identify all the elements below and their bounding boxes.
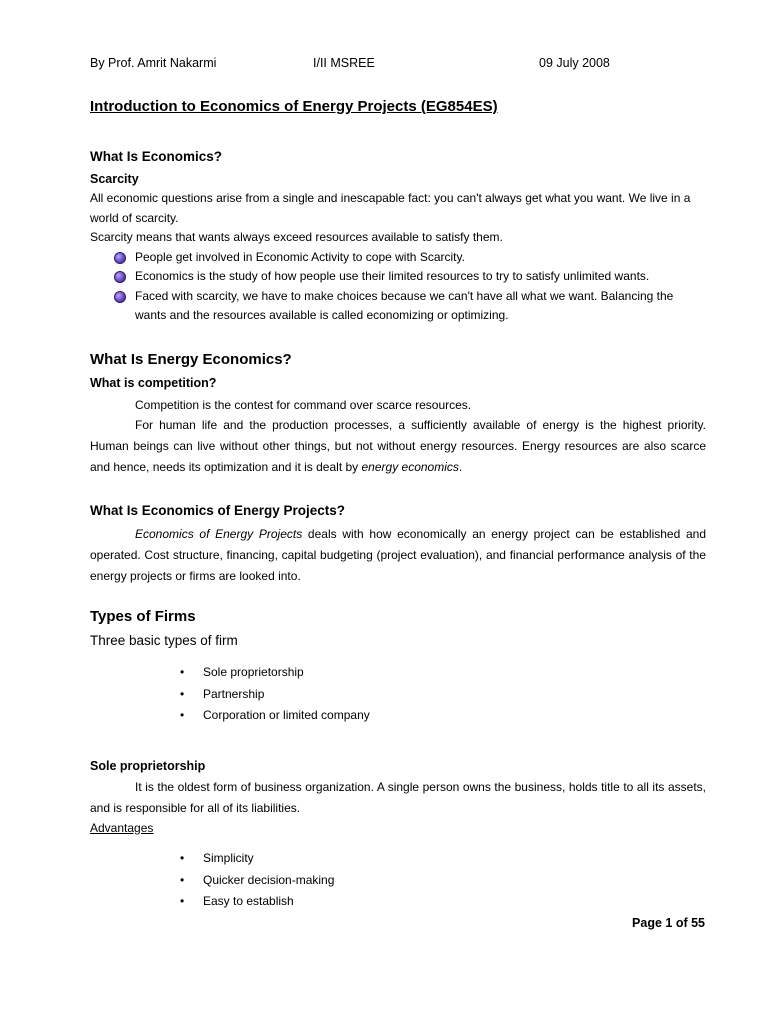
document-title: Introduction to Economics of Energy Projects (EG854ES) — [90, 98, 498, 115]
sole-proprietorship-paragraph: It is the oldest form of business organization. A single person owns the business, holds title to all its assets, and is responsible for all of its liabilities. — [90, 779, 706, 815]
header-date: 09 July 2008 — [539, 56, 610, 70]
heading-energy-projects: What Is Economics of Energy Projects? — [90, 503, 346, 518]
circle-bullet-icon — [114, 271, 126, 283]
bullet-dot-icon: • — [180, 872, 185, 887]
italic-term: energy economics — [361, 460, 459, 474]
bullet-dot-icon: • — [180, 708, 185, 722]
firms-bullet-list — [90, 662, 706, 727]
circle-bullet-icon — [114, 291, 126, 303]
heading-sole-proprietorship: Sole proprietorship — [90, 758, 206, 773]
bullet-dot-icon: • — [180, 665, 185, 679]
list-item — [114, 248, 706, 268]
document-body — [90, 148, 706, 913]
list-item — [180, 848, 706, 870]
bullet-dot-icon: • — [180, 894, 185, 908]
competition-paragraph-2 — [90, 415, 706, 478]
list-item-text: Easy to establish — [203, 894, 294, 908]
firms-intro: Three basic types of firm — [90, 633, 238, 648]
list-item — [180, 662, 706, 684]
scarcity-paragraph-1: All economic questions arise from a single and inescapable fact: you can't always get what you want. We live in a world of scarcity. — [90, 191, 691, 225]
list-item-text: Faced with scarcity, we have to make choices because we can't have all what we want. Balancing the wants and the resources available is called economizing or optimizing. — [135, 288, 674, 322]
heading-types-of-firms: Types of Firms — [90, 608, 196, 625]
list-item — [180, 891, 706, 913]
list-item — [114, 267, 706, 287]
list-item — [114, 287, 706, 326]
subheading-scarcity: Scarcity — [90, 172, 139, 186]
list-item-text: Simplicity — [203, 851, 254, 865]
bullet-dot-icon: • — [180, 686, 185, 701]
list-item-text: Corporation or limited company — [203, 708, 370, 722]
advantages-bullet-list — [90, 848, 706, 913]
page-header — [90, 56, 710, 72]
list-item — [180, 705, 706, 727]
list-item — [180, 870, 706, 892]
paragraph-text: For human life and the production processes, a sufficiently available of energy is the highest priority. Human beings can live without other things, but not without energy resources. Energy resources are also scarce and hence, needs its optimization and it is dealt by — [90, 418, 706, 474]
paragraph-text: deals with how economically an energy project can be established and operated. Cost structure, financing, capital budgeting (project evaluation), and financial performance analysis of the energy projects or firms are looked into. — [90, 527, 706, 583]
list-item — [180, 684, 706, 706]
italic-term: Economics of Energy Projects — [135, 527, 303, 541]
paragraph-end: . — [458, 460, 463, 474]
circle-bullet-icon — [114, 252, 126, 264]
list-item-text: Quicker decision-making — [203, 872, 335, 887]
list-item-text: People get involved in Economic Activity to cope with Scarcity. — [135, 249, 465, 264]
scarcity-bullet-list — [90, 248, 706, 326]
page-number: Page 1 of 55 — [632, 916, 705, 930]
competition-paragraph-1: Competition is the contest for command over scarce resources. — [135, 397, 472, 412]
list-item-text: Partnership — [203, 686, 265, 701]
energy-projects-paragraph — [90, 524, 706, 587]
header-author: By Prof. Amrit Nakarmi — [90, 56, 217, 70]
heading-energy-economics: What Is Energy Economics? — [90, 350, 292, 368]
header-class: I/II MSREE — [313, 56, 375, 70]
heading-what-is-economics: What Is Economics? — [90, 149, 223, 164]
subheading-competition: What is competition? — [90, 375, 217, 390]
scarcity-paragraph-2: Scarcity means that wants always exceed resources available to satisfy them. — [90, 230, 503, 244]
bullet-dot-icon: • — [180, 851, 185, 865]
list-item-text: Sole proprietorship — [203, 665, 304, 679]
advantages-label: Advantages — [90, 820, 154, 835]
list-item-text: Economics is the study of how people use their limited resources to try to satisfy unlimited wants. — [135, 269, 650, 283]
